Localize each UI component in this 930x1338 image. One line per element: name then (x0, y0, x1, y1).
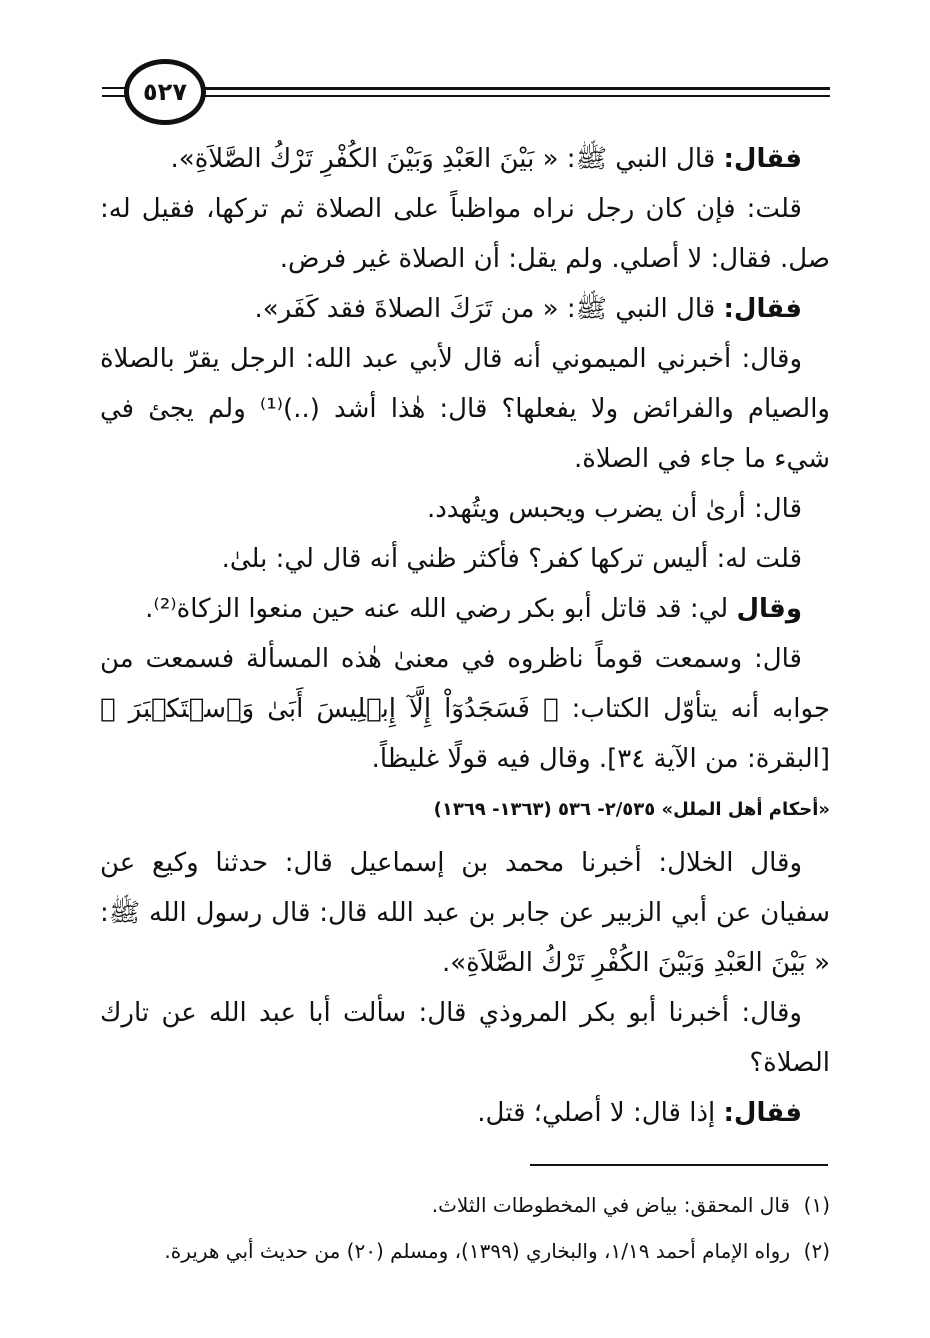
paragraph-6: قلت له: أليس تركها كفر؟ فأكثر ظني أنه قال لي: بلىٰ. (221, 544, 802, 574)
paragraph-3: فقال: قال النبي ﷺ: « من تَرَكَ الصلاةَ فقد كَفَر». (254, 294, 802, 324)
header-rule-bottom (150, 95, 830, 97)
source-reference: «أحكام أهل الملل» ٢/٥٣٥- ٥٣٦ (١٣٦٣- ١٣٦٩) (433, 799, 830, 820)
paragraph-1: فقال: قال النبي ﷺ: « بَيْنَ العَبْدِ وَبَيْنَ الكُفْرِ تَرْكُ الصَّلاَةِ». (170, 144, 802, 174)
paragraph-10: وقال: أخبرنا أبو بكر المروذي قال: سألت أبا عبد الله عن تارك الصلاة؟ (100, 998, 830, 1078)
paragraph-5: قال: أرىٰ أن يضرب ويحبس ويتُهدد. (426, 494, 802, 524)
footnotes (100, 1182, 830, 1274)
footnote-1: (١)قال المحقق: بياض في المخطوطات الثلاث. (431, 1193, 830, 1217)
paragraph-2: قلت: فإن كان رجل نراه مواظباً على الصلاة ثم تركها، فقيل له: صل. فقال: لا أصلي. ولم يقل: أن الصلاة غير فرض. (100, 194, 830, 274)
main-text (100, 134, 830, 1138)
paragraph-9: وقال الخلال: أخبرنا محمد بن إسماعيل قال: حدثنا وكيع عن سفيان عن أبي الزبير عن جابر بن عبد الله قال: قال رسول الله ﷺ: « بَيْنَ العَبْدِ وَبَيْنَ الكُفْرِ تَرْكُ الصَّلاَةِ». (100, 848, 830, 978)
footnote-separator (530, 1164, 828, 1166)
footnote-2: (٢)رواه الإمام أحمد ١/١٩، والبخاري (١٣٩٩)، ومسلم (٢٠) من حديث أبي هريرة. (164, 1239, 830, 1263)
paragraph-11: فقال: إذا قال: لا أصلي؛ قتل. (477, 1098, 802, 1128)
paragraph-8: قال: وسمعت قوماً ناظروه في معنىٰ هٰذه المسألة فسمعت من جوابه أنه يتأوّل الكتاب: ﴿ فَسَجَدُوٓاْ إِلَّآ إِبۡلِيسَ أَبَىٰ وَٱسۡتَكۡبَرَ ﴾ [البقرة: من الآية ٣٤]. وقال فيه قولًا غليظاً. (100, 644, 830, 774)
paragraph-4: وقال: أخبرني الميموني أنه قال لأبي عبد الله: الرجل يقرّ بالصلاة والصيام والفرائض ولا يفعلها؟ قال: هٰذا أشد (..)⁽¹⁾ ولم يجئ في شيء ما جاء في الصلاة. (100, 344, 830, 474)
header-rule-top (150, 87, 830, 90)
page-number-medallion (124, 59, 206, 125)
page-number: ٥٢٧ (143, 78, 187, 106)
paragraph-7: وقال لي: قد قاتل أبو بكر رضي الله عنه حين منعوا الزكاة⁽²⁾. (145, 594, 802, 624)
